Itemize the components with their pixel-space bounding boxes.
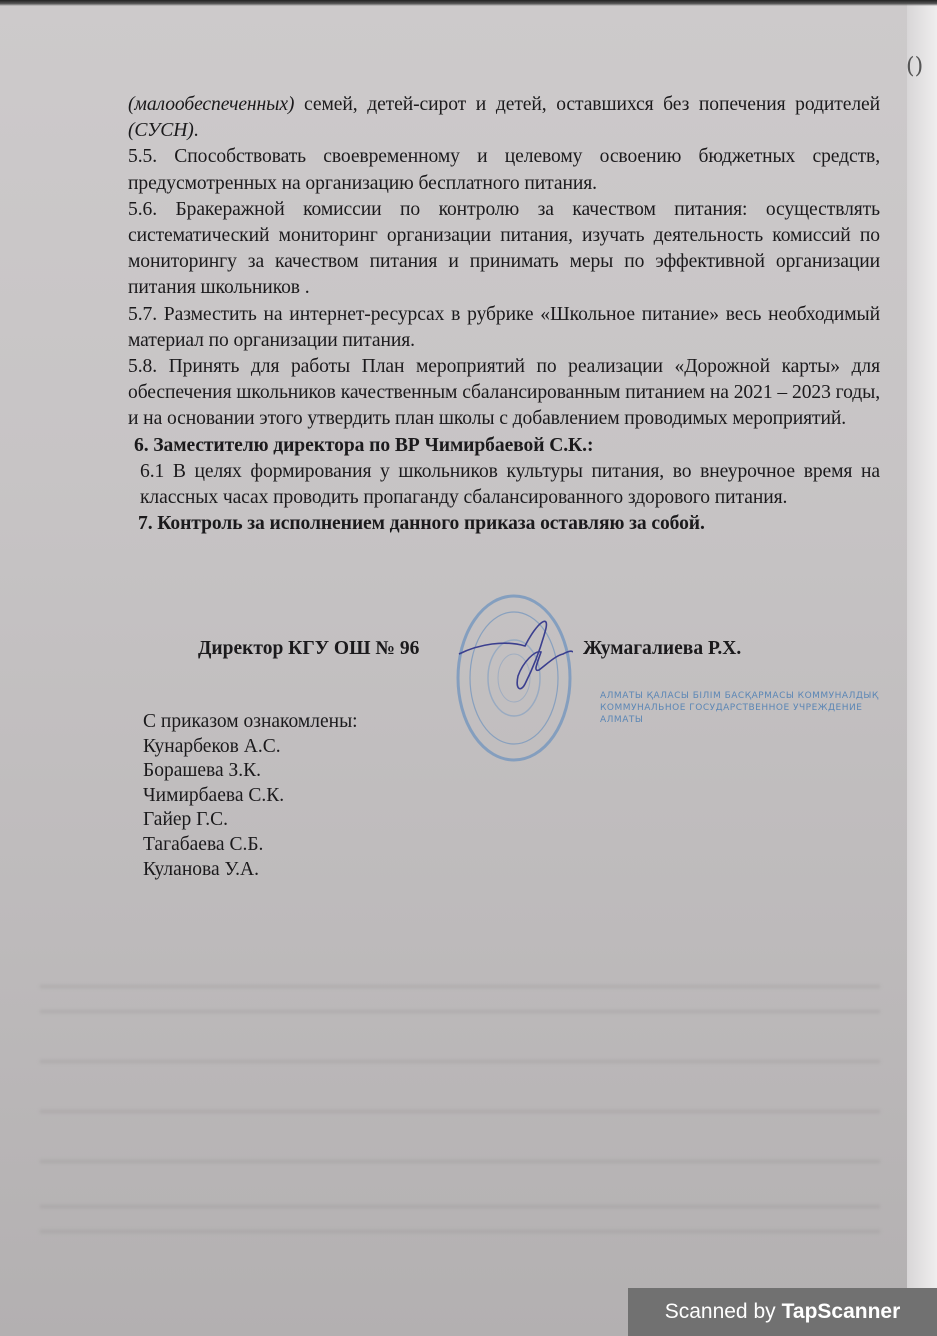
paragraph-5-4-tail — [128, 92, 880, 144]
acknowledged-person: Куланова У.А. — [143, 858, 259, 880]
stamp-outer-ring — [458, 596, 570, 760]
italic-susn: (СУСН) — [128, 120, 194, 142]
heading-7: 7. Контроль за исполнением данного приказа оставляю за собой. — [138, 513, 705, 535]
bleed-through-line — [40, 1060, 880, 1063]
acknowledged-person: Кунарбеков А.С. — [143, 735, 281, 757]
heading-6: 6. Заместителю директора по ВР Чимирбаевой С.К.: — [134, 434, 594, 456]
margin-handwritten-marks: () — [906, 54, 924, 79]
top-shadow — [0, 0, 937, 6]
acknowledgement-label: С приказом ознакомлены: — [143, 711, 358, 732]
bleed-through-line — [40, 1110, 880, 1113]
acknowledged-person: Борашева З.К. — [143, 760, 262, 782]
acknowledgement-list — [143, 710, 358, 882]
page-edge — [907, 0, 937, 1336]
acknowledged-person: Гайер Г.С. — [143, 809, 228, 831]
acknowledged-person: Чимирбаева С.К. — [143, 784, 285, 806]
paragraph-end: . — [193, 120, 199, 142]
watermark-prefix: Scanned by — [664, 1300, 776, 1323]
paragraph-5-8: 5.8. Принять для работы План мероприятий по реализации «Дорожной карты» для обеспечения школьников качественным сбалансированным питанием на 2021 – 2023 годы, и на основании этого утвердить план школы с добавлением проводимых мероприятий. — [128, 356, 880, 430]
bleed-through-line — [40, 1230, 880, 1233]
bleed-through-line — [40, 1160, 880, 1163]
paragraph-text: семей, детей-сирот и детей, оставшихся без попечения родителей — [294, 94, 880, 115]
stamp-inner-text: КОММУНАЛЬНОЕ ГОСУДАРСТВЕННОЕ УЧРЕЖДЕНИЕ АЛМАТЫ — [600, 703, 863, 725]
bleed-through-line — [40, 1010, 880, 1013]
official-stamp — [455, 592, 573, 764]
signature-block — [198, 638, 798, 668]
watermark-brand: TapScanner — [781, 1300, 901, 1323]
stamp-outer-text: АЛМАТЫ ҚАЛАСЫ БІЛІМ БАСҚАРМАСЫ КОММУНАЛДЫҚ — [600, 691, 879, 701]
document-body — [128, 92, 880, 537]
bleed-through-line — [40, 1205, 880, 1208]
bleed-through-line — [40, 985, 880, 988]
stamp-text — [600, 690, 880, 726]
paragraph-5-5: 5.5. Способствовать своевременному и целевому освоению бюджетных средств, предусмотренных на организацию бесплатного питания. — [128, 146, 880, 194]
scanner-watermark — [628, 1288, 937, 1336]
paragraph-5-7: 5.7. Разместить на интернет-ресурсах в рубрике «Школьное питание» весь необходимый материал по организации питания. — [128, 303, 880, 351]
acknowledged-person: Тагабаева С.Б. — [143, 833, 264, 855]
director-name: Жумагалиева Р.Х. — [583, 638, 742, 659]
italic-low-income: (малообеспеченных) — [128, 94, 295, 115]
paragraph-6-1: 6.1 В целях формирования у школьников культуры питания, во внеурочное время на классных часах проводить пропаганду сбалансированного здорового питания. — [140, 460, 880, 509]
paragraph-5-6: 5.6. Бракеражной комиссии по контролю за качеством питания: осуществлять систематический мониторинг организации питания, изучать деятельность комиссий по мониторингу за качеством питания и принимать меры по эффективной организации питания школьников . — [128, 198, 880, 299]
director-title: Директор КГУ ОШ № 96 — [198, 638, 420, 659]
